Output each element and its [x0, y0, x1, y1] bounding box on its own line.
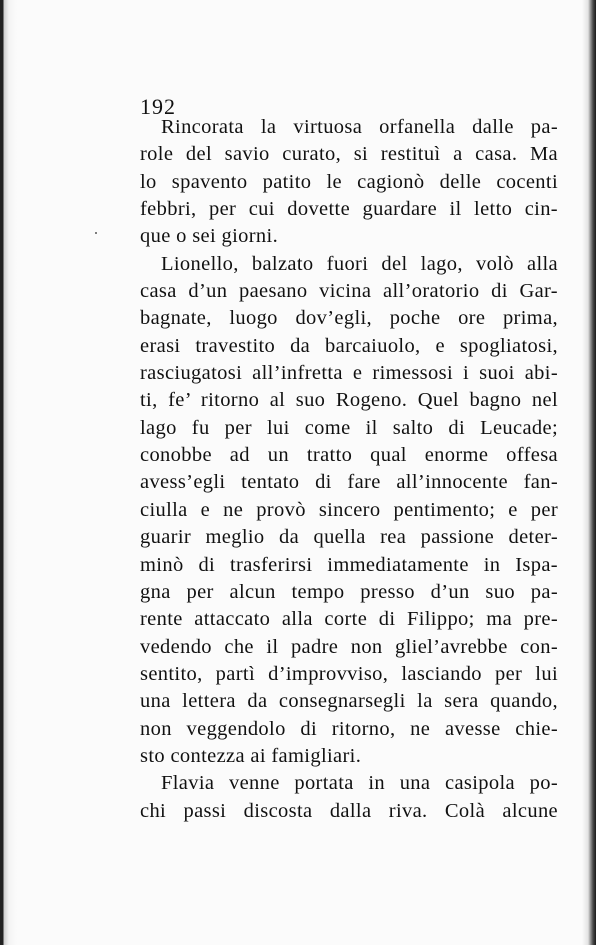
text-line: que o sei giorni. [140, 225, 279, 248]
page-right-edge [582, 0, 596, 945]
text-line: guarir meglio da quella rea passione deter- [140, 526, 558, 549]
text-line: minò di trasferirsi immediatamente in Ispa- [140, 553, 558, 576]
text-line: bagnate, luogo dov’egli, poche ore prima, [140, 307, 558, 330]
body-text [140, 114, 558, 825]
text-line: gna per alcun tempo presso d’un suo pa- [140, 580, 558, 603]
text-line: lo spavento patito le cagionò delle cocenti [140, 170, 558, 193]
text-line: sto contezza ai famigliari. [140, 744, 362, 767]
page-left-edge [0, 0, 17, 945]
text-line: rente attaccato alla corte di Filippo; ma pre- [140, 608, 558, 631]
text-line: chi passi discosta dalla riva. Colà alcune [140, 799, 558, 822]
text-line: casa d’un paesano vicina all’oratorio di Gar- [140, 280, 558, 303]
page-number: 192 [140, 94, 176, 119]
text-line: lago fu per lui come il salto di Leucade; [140, 416, 558, 439]
text-line: non veggendolo di ritorno, ne avesse chie- [140, 717, 558, 740]
text-line: Flavia venne portata in una casipola po- [161, 772, 558, 795]
text-line: role del savio curato, si restituì a casa. Ma [140, 143, 558, 166]
text-line: avess’egli tentato di fare all’innocente fan- [140, 471, 558, 494]
text-line: vedendo che il padre non gliel’avrebbe con- [140, 635, 558, 658]
paragraph [140, 114, 558, 251]
text-line: ti, fe’ ritorno al suo Rogeno. Quel bagno nel [140, 389, 558, 412]
text-line: rasciugatosi all’infretta e rimessosi i suoi abi- [140, 362, 558, 385]
paragraph [140, 251, 558, 771]
text-line: Rincorata la virtuosa orfanella dalle pa- [161, 116, 558, 138]
text-line: erasi travestito da barcaiuolo, e spogliatosi, [140, 334, 558, 357]
text-line: febbri, per cui dovette guardare il letto cin- [140, 198, 558, 221]
text-line: una lettera da consegnarsegli la sera quando, [140, 690, 558, 713]
paragraph [140, 770, 558, 825]
text-line: conobbe ad un tratto qual enorme offesa [140, 444, 558, 467]
ink-speck [95, 232, 97, 234]
text-line: ciulla e ne provò sincero pentimento; e per [140, 498, 558, 521]
text-line: sentito, partì d’improvviso, lasciando per lui [140, 662, 558, 685]
text-line: Lionello, balzato fuori del lago, volò alla [161, 252, 558, 275]
